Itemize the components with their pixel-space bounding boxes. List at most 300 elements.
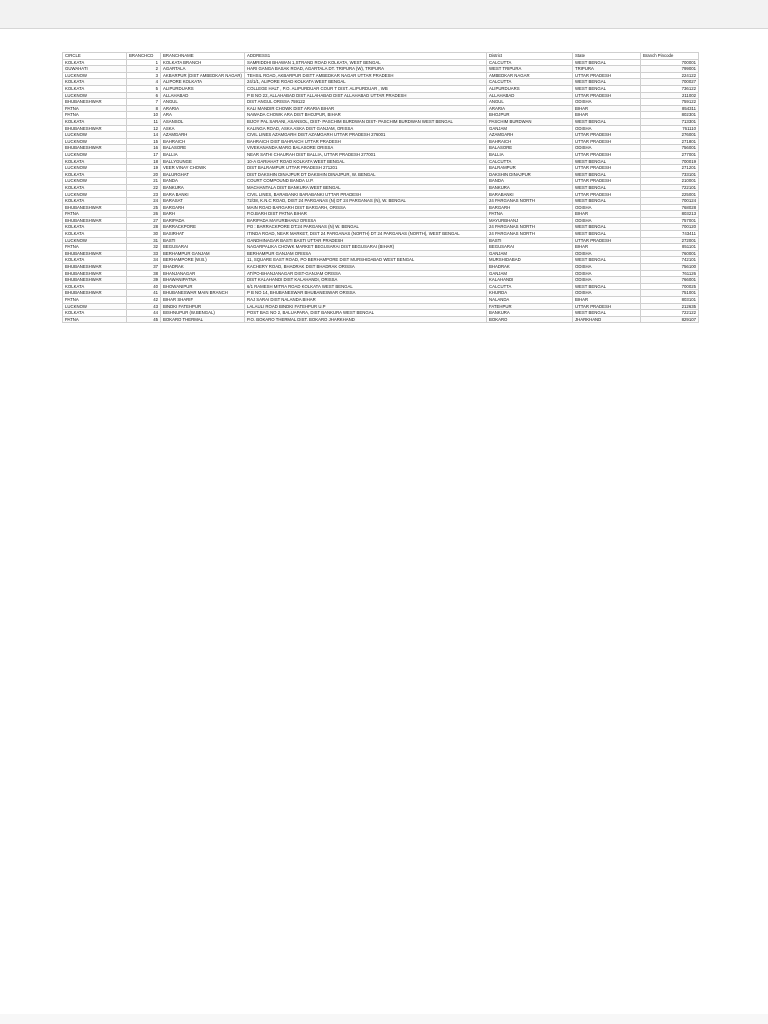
- cell-address: 6/1 RAMESH MITRA ROAD KOLKATA WEST BENGAL: [245, 283, 487, 290]
- cell-state: ODISHA: [573, 290, 641, 297]
- cell-branchcd: 22: [127, 184, 161, 191]
- cell-circle: BHUBANESHWAR: [63, 145, 127, 152]
- table-row: [63, 237, 699, 244]
- cell-district: FATEHPUR: [487, 303, 573, 310]
- cell-circle: LUCKNOW: [63, 72, 127, 79]
- cell-branchname: AGARTALA: [161, 66, 245, 73]
- cell-address: DIST DAKSHIN DINAJPUR DT DAKSHIN DINAJPUR, W. BENGAL: [245, 171, 487, 178]
- cell-pincode: 700120: [641, 224, 699, 231]
- cell-circle: PATNA: [63, 316, 127, 323]
- table-row: [63, 191, 699, 198]
- cell-branchcd: 27: [127, 217, 161, 224]
- cell-district: CALCUTTA: [487, 79, 573, 86]
- cell-district: PATNA: [487, 211, 573, 218]
- cell-branchcd: 10: [127, 112, 161, 119]
- cell-pincode: 271201: [641, 165, 699, 172]
- table-row: [63, 66, 699, 73]
- table-row: [63, 244, 699, 251]
- cell-pincode: 722101: [641, 184, 699, 191]
- cell-branchcd: 23: [127, 191, 161, 198]
- cell-state: UTTAR PRADESH: [573, 165, 641, 172]
- cell-address: P B NO 14, BHUBANESWAR BHUBANESWAR ORISSA: [245, 290, 487, 297]
- cell-address: P.O. BOKARO THERMAL DIST. BOKARO JHARKHAND: [245, 316, 487, 323]
- cell-branchname: BHANJANAGAR: [161, 270, 245, 277]
- cell-circle: KOLKATA: [63, 59, 127, 66]
- cell-pincode: 212635: [641, 303, 699, 310]
- cell-state: WEST BENGAL: [573, 224, 641, 231]
- cell-district: GANJAM: [487, 125, 573, 132]
- branch-table: [62, 52, 699, 323]
- cell-district: DAKSHIN DINAJPUR: [487, 171, 573, 178]
- cell-district: WEST TRIPURA: [487, 66, 573, 73]
- cell-state: WEST BENGAL: [573, 158, 641, 165]
- cell-circle: BHUBANESHWAR: [63, 125, 127, 132]
- cell-state: UTTAR PRADESH: [573, 191, 641, 198]
- cell-circle: KOLKATA: [63, 184, 127, 191]
- cell-district: BASTI: [487, 237, 573, 244]
- table-row: [63, 264, 699, 271]
- cell-pincode: 803213: [641, 211, 699, 218]
- cell-branchname: AKBARPUR (DIST AMBEDKAR NAGAR): [161, 72, 245, 79]
- cell-branchcd: 42: [127, 296, 161, 303]
- cell-circle: KOLKATA: [63, 310, 127, 317]
- cell-state: ODISHA: [573, 125, 641, 132]
- cell-branchname: ALIPORE KOLKATA: [161, 79, 245, 86]
- cell-district: ALLAHABAD: [487, 92, 573, 99]
- cell-state: WEST BENGAL: [573, 198, 641, 205]
- cell-district: CALCUTTA: [487, 283, 573, 290]
- cell-district: MAYURBHANJ: [487, 217, 573, 224]
- cell-district: ANGUL: [487, 99, 573, 106]
- header-row: [63, 53, 699, 60]
- cell-pincode: 766001: [641, 277, 699, 284]
- cell-branchname: BERHAMPORE (W.B.): [161, 257, 245, 264]
- cell-address: MACHANTALA DIST BANKURA WEST BENGAL: [245, 184, 487, 191]
- cell-state: ODISHA: [573, 204, 641, 211]
- cell-circle: BHUBANESHWAR: [63, 204, 127, 211]
- cell-circle: LUCKNOW: [63, 178, 127, 185]
- cell-branchcd: 15: [127, 138, 161, 145]
- cell-branchname: ASKA: [161, 125, 245, 132]
- cell-address: NEAR SATHI CHAURAH DIST BALLIA, UTTAR PRADESH 277001: [245, 151, 487, 158]
- cell-state: ODISHA: [573, 99, 641, 106]
- cell-branchcd: 39: [127, 277, 161, 284]
- cell-branchname: BARH: [161, 211, 245, 218]
- cell-pincode: 756100: [641, 264, 699, 271]
- table-row: [63, 92, 699, 99]
- cell-branchcd: 44: [127, 310, 161, 317]
- table-row: [63, 125, 699, 132]
- cell-circle: BHUBANESHWAR: [63, 99, 127, 106]
- cell-branchcd: 41: [127, 290, 161, 297]
- cell-address: 10-A GARIAHAT ROAD KOLKATA WEST BENGAL: [245, 158, 487, 165]
- cell-pincode: 760001: [641, 250, 699, 257]
- cell-branchname: BASIRHAT: [161, 231, 245, 238]
- header-address: ADDRESS1: [245, 53, 487, 60]
- cell-district: BHOJPUR: [487, 112, 573, 119]
- cell-branchcd: 43: [127, 303, 161, 310]
- cell-branchname: BHAWANIPATNA: [161, 277, 245, 284]
- cell-district: BAHRAICH: [487, 138, 573, 145]
- cell-state: ODISHA: [573, 264, 641, 271]
- cell-state: WEST BENGAL: [573, 59, 641, 66]
- cell-circle: KOLKATA: [63, 257, 127, 264]
- cell-district: MURSHIDABAD: [487, 257, 573, 264]
- cell-pincode: 799001: [641, 66, 699, 73]
- cell-branchname: ARA: [161, 112, 245, 119]
- cell-branchcd: 45: [127, 316, 161, 323]
- cell-address: GANDHINAGAR BASTI BASTI UTTAR PRADESH: [245, 237, 487, 244]
- cell-circle: LUCKNOW: [63, 191, 127, 198]
- cell-circle: KOLKATA: [63, 231, 127, 238]
- cell-branchcd: 21: [127, 178, 161, 185]
- cell-pincode: 713301: [641, 118, 699, 125]
- cell-state: WEST BENGAL: [573, 184, 641, 191]
- cell-branchcd: 6: [127, 92, 161, 99]
- cell-branchcd: 31: [127, 237, 161, 244]
- cell-circle: LUCKNOW: [63, 132, 127, 139]
- table-row: [63, 250, 699, 257]
- cell-branchcd: 32: [127, 244, 161, 251]
- cell-circle: BHUBANESHWAR: [63, 264, 127, 271]
- cell-district: BALASORE: [487, 145, 573, 152]
- cell-pincode: 277001: [641, 151, 699, 158]
- cell-district: GANJAM: [487, 250, 573, 257]
- table-row: [63, 85, 699, 92]
- cell-district: BALRAMPUR: [487, 165, 573, 172]
- cell-address: BIJOY PAL SARANI, ASANSOL, DIST- PASCHIM BURDWAN DIST- PASCHIM BURDWAN WEST BENGAL: [245, 118, 487, 125]
- cell-address: DIST ANGUL ORISSA 759122: [245, 99, 487, 106]
- cell-circle: PATNA: [63, 296, 127, 303]
- table-row: [63, 310, 699, 317]
- cell-district: BANKURA: [487, 184, 573, 191]
- cell-state: UTTAR PRADESH: [573, 132, 641, 139]
- cell-branchname: BANKURA: [161, 184, 245, 191]
- cell-pincode: 272001: [641, 237, 699, 244]
- cell-circle: KOLKATA: [63, 283, 127, 290]
- table-row: [63, 277, 699, 284]
- cell-branchname: BIHAR SHARIF: [161, 296, 245, 303]
- cell-circle: BHUBANESHWAR: [63, 270, 127, 277]
- cell-address: 11, SQUARE EAST ROAD, PO BERHAMPORE DIST MURSHIDABAD WEST BENGAL: [245, 257, 487, 264]
- table-row: [63, 151, 699, 158]
- cell-state: WEST BENGAL: [573, 257, 641, 264]
- table-row: [63, 171, 699, 178]
- table-row: [63, 79, 699, 86]
- cell-branchname: BARASAT: [161, 198, 245, 205]
- cell-branchname: ASANSOL: [161, 118, 245, 125]
- table-row: [63, 105, 699, 112]
- cell-pincode: 829107: [641, 316, 699, 323]
- cell-pincode: 700025: [641, 283, 699, 290]
- table-row: [63, 290, 699, 297]
- table-row: [63, 184, 699, 191]
- cell-address: LALAULI ROAD BINDKI FATEHPUR U.P: [245, 303, 487, 310]
- branch-list-sheet: [62, 52, 698, 323]
- table-row: [63, 118, 699, 125]
- cell-address: DIST BALRAMPUR UTTAR PRADESH 271201: [245, 165, 487, 172]
- cell-district: GANJAM: [487, 270, 573, 277]
- cell-pincode: 733101: [641, 171, 699, 178]
- cell-district: BALLIA: [487, 151, 573, 158]
- table-row: [63, 224, 699, 231]
- cell-state: WEST BENGAL: [573, 118, 641, 125]
- header-branchname: BRANCHNAME: [161, 53, 245, 60]
- cell-branchname: BARIPADA: [161, 217, 245, 224]
- cell-branchcd: 38: [127, 270, 161, 277]
- cell-address: HARI GANGA BASAK ROAD, AGARTALA DT. TRIPURA (W), TRIPURA: [245, 66, 487, 73]
- cell-circle: KOLKATA: [63, 198, 127, 205]
- table-row: [63, 59, 699, 66]
- cell-pincode: 756001: [641, 145, 699, 152]
- cell-pincode: 768028: [641, 204, 699, 211]
- cell-branchname: ARARIA: [161, 105, 245, 112]
- cell-circle: KOLKATA: [63, 118, 127, 125]
- cell-pincode: 736122: [641, 85, 699, 92]
- cell-pincode: 210001: [641, 178, 699, 185]
- cell-state: ODISHA: [573, 250, 641, 257]
- viewer-bottom-bar: [0, 1014, 768, 1024]
- cell-circle: BHUBANESHWAR: [63, 277, 127, 284]
- cell-pincode: 743411: [641, 231, 699, 238]
- cell-circle: PATNA: [63, 211, 127, 218]
- cell-state: ODISHA: [573, 270, 641, 277]
- cell-state: ODISHA: [573, 145, 641, 152]
- cell-state: WEST BENGAL: [573, 171, 641, 178]
- cell-branchcd: 26: [127, 211, 161, 218]
- cell-branchname: AZAMGARH: [161, 132, 245, 139]
- cell-state: ODISHA: [573, 277, 641, 284]
- cell-pincode: 759122: [641, 99, 699, 106]
- cell-state: UTTAR PRADESH: [573, 138, 641, 145]
- cell-district: 24 PARGANAS NORTH: [487, 198, 573, 205]
- cell-branchname: BARA BANKI: [161, 191, 245, 198]
- cell-branchname: VEER VINAY CHOWK: [161, 165, 245, 172]
- cell-branchcd: 37: [127, 264, 161, 271]
- table-row: [63, 198, 699, 205]
- cell-district: PASCHIM BURDWAN: [487, 118, 573, 125]
- cell-branchname: BERHAMPUR GANJAM: [161, 250, 245, 257]
- cell-district: ALIPURDUARS: [487, 85, 573, 92]
- cell-branchcd: 4: [127, 79, 161, 86]
- cell-state: BIHAR: [573, 296, 641, 303]
- cell-branchname: BOKARO THERMAL: [161, 316, 245, 323]
- cell-circle: PATNA: [63, 105, 127, 112]
- cell-branchname: BHUBANESWAR MAIN BRANCH: [161, 290, 245, 297]
- cell-branchcd: 1: [127, 59, 161, 66]
- cell-district: BANDA: [487, 178, 573, 185]
- cell-pincode: 761126: [641, 270, 699, 277]
- cell-circle: LUCKNOW: [63, 151, 127, 158]
- cell-branchcd: 12: [127, 125, 161, 132]
- cell-branchcd: 20: [127, 171, 161, 178]
- table-row: [63, 72, 699, 79]
- cell-pincode: 211002: [641, 92, 699, 99]
- table-header: [63, 53, 699, 60]
- cell-address: COURT COMPOUND BANDA U.P.: [245, 178, 487, 185]
- cell-pincode: 271801: [641, 138, 699, 145]
- cell-pincode: 700001: [641, 59, 699, 66]
- table-row: [63, 257, 699, 264]
- cell-district: CALCUTTA: [487, 158, 573, 165]
- cell-branchcd: 17: [127, 151, 161, 158]
- cell-district: BOKARO: [487, 316, 573, 323]
- viewer-top-bar: [0, 0, 768, 29]
- cell-state: BIHAR: [573, 244, 641, 251]
- cell-address: BARIPADA MAYURBHANJ ORISSA: [245, 217, 487, 224]
- cell-address: KALI MANDIR CHOWK DIST ARARIA BIHAR: [245, 105, 487, 112]
- cell-state: WEST BENGAL: [573, 310, 641, 317]
- cell-branchcd: 2: [127, 66, 161, 73]
- cell-district: 24 PARGANAS NORTH: [487, 224, 573, 231]
- cell-address: SAMRIDDHI BHAWAN 1,STRAND ROAD KOLKATA, WEST BENGAL: [245, 59, 487, 66]
- cell-district: CALCUTTA: [487, 59, 573, 66]
- cell-pincode: 854311: [641, 105, 699, 112]
- table-row: [63, 303, 699, 310]
- cell-district: BANKURA: [487, 310, 573, 317]
- cell-address: CIVIL LINES AZAMGARH DIST AZAMGARH UTTAR PRADESH 276001: [245, 132, 487, 139]
- cell-circle: GUWAHATI: [63, 66, 127, 73]
- cell-branchcd: 7: [127, 99, 161, 106]
- cell-circle: PATNA: [63, 112, 127, 119]
- table-row: [63, 270, 699, 277]
- cell-circle: BHUBANESHWAR: [63, 250, 127, 257]
- cell-branchcd: 11: [127, 118, 161, 125]
- table-row: [63, 283, 699, 290]
- cell-branchname: BASTI: [161, 237, 245, 244]
- cell-address: PO : BARRACKPORE DT:24 PARGANAS (N) W. BENGAL: [245, 224, 487, 231]
- cell-branchname: BHADRAK: [161, 264, 245, 271]
- cell-state: UTTAR PRADESH: [573, 151, 641, 158]
- cell-branchcd: 25: [127, 204, 161, 211]
- table-row: [63, 132, 699, 139]
- cell-circle: LUCKNOW: [63, 165, 127, 172]
- cell-circle: KOLKATA: [63, 171, 127, 178]
- cell-branchcd: 34: [127, 257, 161, 264]
- cell-branchcd: 19: [127, 165, 161, 172]
- cell-state: ODISHA: [573, 217, 641, 224]
- table-row: [63, 211, 699, 218]
- table-row: [63, 231, 699, 238]
- cell-branchcd: 24: [127, 198, 161, 205]
- cell-district: NALANDA: [487, 296, 573, 303]
- cell-district: BEGUSARAI: [487, 244, 573, 251]
- cell-address: ITINDA ROAD, NEAR MARKET, DIST 24 PARGANAS (NORTH) DT 24 PARGANAS (NORTH), WEST BENGAL: [245, 231, 487, 238]
- cell-state: TRIPURA: [573, 66, 641, 73]
- cell-branchname: ALLAHABAD: [161, 92, 245, 99]
- table-row: [63, 112, 699, 119]
- cell-address: KALINGA ROAD, ASKA ASKA DIST GANJAM, ORISSA: [245, 125, 487, 132]
- cell-address: MAIN ROAD BARGARH DIST BARGARH, ORISSA: [245, 204, 487, 211]
- cell-address: P B NO 22, ALLAHABAD DIST ALLAHABAD DIST ALLAHABAD UTTAR PRADESH: [245, 92, 487, 99]
- cell-address: POST BAG NO 2, BALUAPARA, DIST BANKURA WEST BENGAL: [245, 310, 487, 317]
- cell-district: AZAMGARH: [487, 132, 573, 139]
- cell-circle: KOLKATA: [63, 224, 127, 231]
- table-row: [63, 165, 699, 172]
- cell-branchcd: 33: [127, 250, 161, 257]
- cell-circle: BHUBANESHWAR: [63, 290, 127, 297]
- cell-district: KALAHANDI: [487, 277, 573, 284]
- cell-branchcd: 28: [127, 224, 161, 231]
- cell-state: UTTAR PRADESH: [573, 237, 641, 244]
- cell-circle: PATNA: [63, 244, 127, 251]
- cell-branchcd: 8: [127, 105, 161, 112]
- cell-address: NAGARPALIKA CHOWK MARKET BEGUSARAI DIST BEGUSARAI (BIHAR): [245, 244, 487, 251]
- cell-state: BIHAR: [573, 211, 641, 218]
- cell-address: BERHAMPUR GANJAM ORISSA: [245, 250, 487, 257]
- cell-state: BIHAR: [573, 105, 641, 112]
- cell-pincode: 803101: [641, 296, 699, 303]
- cell-pincode: 802301: [641, 112, 699, 119]
- table-row: [63, 158, 699, 165]
- cell-address: DIST KALAHANDI DIST KALAHANDI, ORISSA: [245, 277, 487, 284]
- cell-branchname: ALIPURDUARS: [161, 85, 245, 92]
- cell-state: UTTAR PRADESH: [573, 92, 641, 99]
- cell-circle: BHUBANESHWAR: [63, 217, 127, 224]
- cell-district: BARGARH: [487, 204, 573, 211]
- cell-branchname: BARGARH: [161, 204, 245, 211]
- cell-pincode: 722122: [641, 310, 699, 317]
- cell-pincode: 757001: [641, 217, 699, 224]
- cell-circle: LUCKNOW: [63, 138, 127, 145]
- cell-state: UTTAR PRADESH: [573, 72, 641, 79]
- cell-circle: KOLKATA: [63, 85, 127, 92]
- table-row: [63, 204, 699, 211]
- cell-state: JHARKHAND: [573, 316, 641, 323]
- cell-state: BIHAR: [573, 112, 641, 119]
- cell-branchname: BALURGHAT: [161, 171, 245, 178]
- cell-district: ARARIA: [487, 105, 573, 112]
- cell-pincode: 751001: [641, 290, 699, 297]
- cell-address: CIVIL LINES, BARABANKI BARABANKI UTTAR PRADESH: [245, 191, 487, 198]
- cell-pincode: 851101: [641, 244, 699, 251]
- cell-pincode: 225001: [641, 191, 699, 198]
- cell-address: VIVEKANANDA MARG BALASORE ORISSA: [245, 145, 487, 152]
- cell-district: BHADRAK: [487, 264, 573, 271]
- cell-branchname: ANGUL: [161, 99, 245, 106]
- cell-branchcd: 3: [127, 72, 161, 79]
- cell-circle: LUCKNOW: [63, 303, 127, 310]
- cell-pincode: 700027: [641, 79, 699, 86]
- cell-branchname: BEGUSARAI: [161, 244, 245, 251]
- cell-district: KHURDA: [487, 290, 573, 297]
- cell-branchcd: 5: [127, 85, 161, 92]
- cell-address: RAJ SARAI DIST NALANDA BIHAR: [245, 296, 487, 303]
- cell-address: COLLEGE HALT , P.O. ALIPURDUAR COUR T DIST. ALIPURDUAR , WB: [245, 85, 487, 92]
- table-row: [63, 296, 699, 303]
- cell-branchname: BALASORE: [161, 145, 245, 152]
- cell-pincode: 276001: [641, 132, 699, 139]
- cell-address: 24/1/1, ALIPORE ROAD KOLKATA WEST BENGAL: [245, 79, 487, 86]
- cell-pincode: 700124: [641, 198, 699, 205]
- table-row: [63, 145, 699, 152]
- table-row: [63, 178, 699, 185]
- table-body: [63, 59, 699, 323]
- cell-pincode: 761110: [641, 125, 699, 132]
- cell-state: UTTAR PRADESH: [573, 178, 641, 185]
- cell-circle: LUCKNOW: [63, 92, 127, 99]
- cell-state: WEST BENGAL: [573, 85, 641, 92]
- header-pincode: Branch Pincode: [641, 53, 699, 60]
- cell-state: WEST BENGAL: [573, 79, 641, 86]
- cell-branchname: BAHRAICH: [161, 138, 245, 145]
- cell-branchname: KOLKATA BRANCH: [161, 59, 245, 66]
- cell-pincode: 224122: [641, 72, 699, 79]
- header-district: District: [487, 53, 573, 60]
- table-row: [63, 316, 699, 323]
- cell-branchname: BHOWANIPUR: [161, 283, 245, 290]
- cell-branchcd: 30: [127, 231, 161, 238]
